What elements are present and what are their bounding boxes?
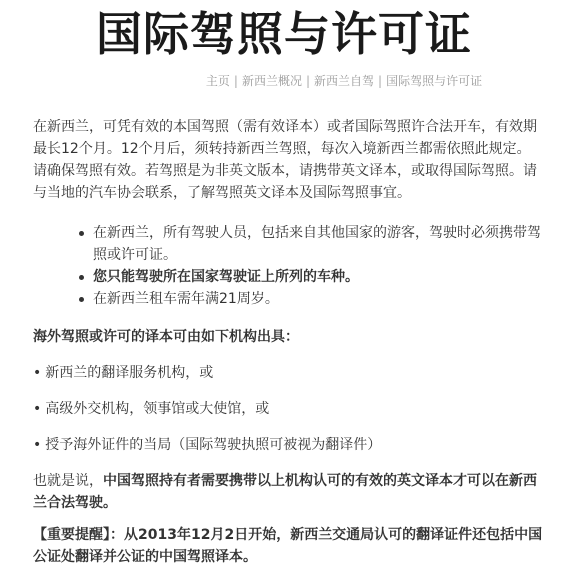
breadcrumb: [120, 72, 568, 90]
issuer-text: 新西兰的翻译服务机构，或: [45, 365, 214, 381]
breadcrumb-item-home[interactable]: 主页: [205, 74, 230, 88]
breadcrumb-separator: |: [305, 74, 311, 88]
rule-item-rental-age: 在新西兰租车需年满21周岁。: [93, 288, 543, 310]
breadcrumb-separator: |: [378, 74, 383, 88]
bullet-mark: •: [33, 365, 42, 381]
breadcrumb-item-current: 国际驾照与许可证: [386, 74, 483, 88]
conclusion-prefix: 也就是说，: [33, 473, 103, 489]
issuer-text: 授予海外证件的当局（国际驾驶执照可被视为翻译件）: [45, 437, 382, 453]
rules-list: [33, 222, 543, 310]
intro-paragraph: 在新西兰，可凭有效的本国驾照（需有效译本）或者国际驾照许合法开车，有效期最长12个月。12个月后，须转持新西兰驾照，每次入境新西兰都需依照此规定。请确保驾照有效。若驾照是为非英文版本，请携带英文译本，或取得国际驾照。请与当地的汽车协会联系，了解驾照英文译本及国际驾照事宜。: [33, 119, 537, 201]
breadcrumb-item-nz-overview[interactable]: 新西兰概况: [241, 74, 302, 88]
conclusion-paragraph: [33, 470, 543, 514]
issuers-heading: 海外驾照或许可的译本可由如下机构出具：: [33, 329, 299, 345]
issuer-item-translation-service: [33, 362, 543, 384]
conclusion-emphasis: 中国驾照持有者需要携带以上机构认可的有效的英文译本才可以在新西兰合法驾驶。: [33, 473, 537, 511]
page-title: 国际驾照与许可证: [96, 7, 472, 61]
rule-item-vehicle-class: 您只能驾驶所在国家驾驶证上所列的车种。: [93, 266, 543, 288]
issuer-text: 高级外交机构，领事馆或大使馆，或: [45, 401, 270, 417]
breadcrumb-separator: |: [233, 74, 238, 88]
breadcrumb-item-nz-self-drive[interactable]: 新西兰自驾: [314, 74, 375, 88]
article-body: [33, 116, 543, 568]
rule-item-carry-license: 在新西兰，所有驾驶人员，包括来自其他国家的游客，驾驶时必须携带驾照或许可证。: [93, 222, 543, 266]
issuer-item-issuing-authority: [33, 434, 543, 456]
important-notice: 【重要提醒】：从2013年12月2日开始，新西兰交通局认可的翻译证件还包括中国公证处翻译并公证的中国驾照译本。: [33, 527, 543, 565]
bullet-mark: •: [33, 437, 42, 453]
bullet-mark: •: [33, 401, 42, 417]
issuer-item-diplomatic: [33, 398, 543, 420]
